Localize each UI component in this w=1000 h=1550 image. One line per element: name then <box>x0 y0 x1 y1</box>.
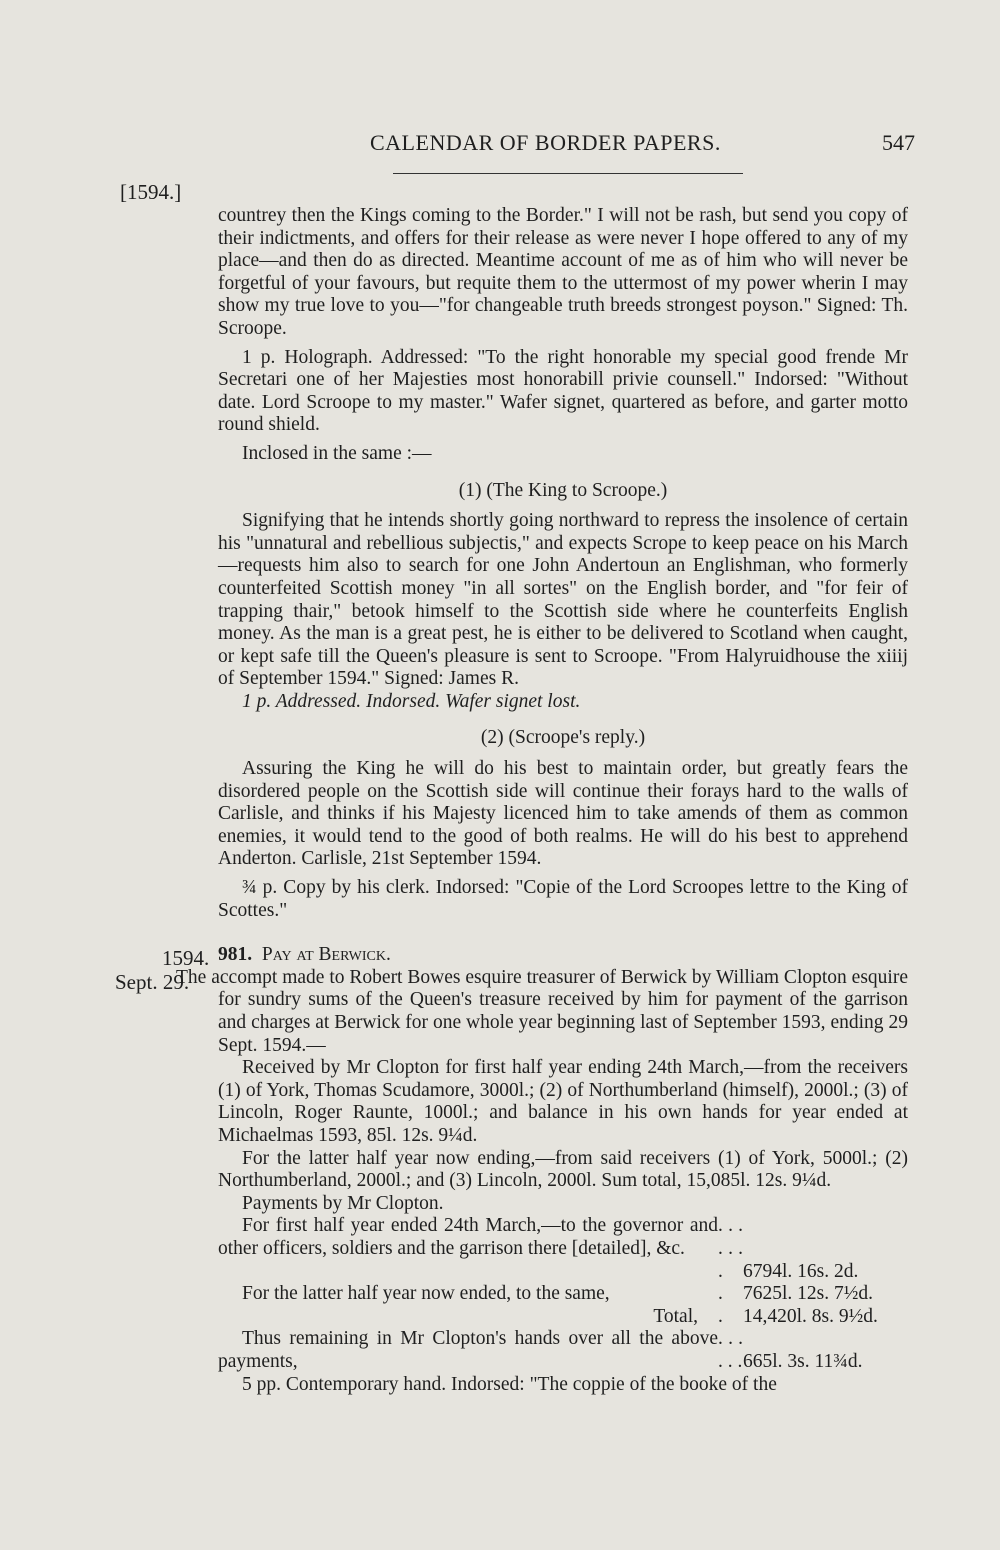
payment-dots: . <box>718 1283 723 1305</box>
entry-number: 981. <box>218 944 253 966</box>
page-number: 547 <box>882 130 915 155</box>
payment-dots: . <box>718 1305 723 1327</box>
header-rule <box>393 173 743 174</box>
received-first-half: Received by Mr Clopton for first half year ending 24th March,—from the receivers (1) of York, Thomas Scudamore, 3000l.; (2) of Northumberland (himself), 2000l.; (3) of Lincoln, Roger Raunte, 1000l.; and balance in his own hands for year ended at Michaelmas 1593, 85l. 12s. 9¼d. <box>218 1057 908 1146</box>
entry-981 <box>218 944 908 967</box>
letter-paragraph: countrey then the Kings coming to the Border." I will not be rash, but send you copy of their indictments, and offers for their release as were never I hope offered to any of my place—and then do as directed. Meantime account of me as of him who will never be forgetful of your favours, but requite them to the uttermost of my power wherin I may show my true love to you—"for changeable truth breeds strongest poyson." Signed: Th. Scroope. <box>218 205 908 339</box>
payment-row <box>218 1328 908 1373</box>
payment-amount: 7625l. 12s. 7½d. <box>743 1283 874 1305</box>
letter-description: 1 p. Holograph. Addressed: "To the right honorable my special good frende Mr Secretari one of her Majesties most honorabill privie counsell." Indorsed: "Without date. Lord Scroope to my master." Wafer signet, quartered as before, and garter motto round shield. <box>218 346 908 436</box>
margin-entry-year: 1594. <box>162 946 210 970</box>
payment-row <box>218 1215 908 1283</box>
enclosure-2-note: ¾ p. Copy by his clerk. Indorsed: "Copie of the Lord Scroopes lettre to the King of Scottes." <box>218 877 908 921</box>
enclosure-1-note: 1 p. Addressed. Indorsed. Wafer signet lost. <box>242 690 581 712</box>
payment-row <box>218 1306 908 1329</box>
payments-table <box>218 1215 908 1373</box>
main-text <box>176 205 908 1396</box>
payment-dots: . . . . . . <box>718 1328 743 1372</box>
enclosed-line: Inclosed in the same :— <box>242 442 432 464</box>
margin-year-bracket: [1594.] <box>120 180 182 204</box>
enclosure-2-text: Assuring the King he will do his best to maintain order, but greatly fears the disordered people on the Scottish side will continue their forays hard to the walls of Carlisle, and thinks if his Majesty licenced him to take amends of them as common enemies, it would tend to the good of both realms. He will do his best to apprehend Anderton. Carlisle, 21st September 1594. <box>218 758 908 870</box>
payment-desc: Thus remaining in Mr Clopton's hands over all the above payments, <box>218 1328 718 1372</box>
payment-amount: 6794l. 16s. 2d. <box>743 1260 859 1282</box>
payment-desc: For first half year ended 24th March,—to the governor and other officers, soldiers and the garrison there [detailed], &c. <box>218 1215 718 1259</box>
enclosure-2-heading: (2) (Scroope's reply.) <box>480 727 646 749</box>
margin-entry-date: Sept. 29. <box>115 970 190 994</box>
payment-row <box>218 1283 908 1306</box>
payments-heading: Payments by Mr Clopton. <box>242 1192 444 1214</box>
enclosure-1-heading: (1) (The King to Scroope.) <box>458 479 668 501</box>
payment-dots: . . . . . . . <box>718 1215 743 1282</box>
entry-heading: Pay at Berwick. <box>261 944 391 966</box>
final-note: 5 pp. Contemporary hand. Indorsed: "The coppie of the booke of the <box>242 1373 777 1395</box>
header-title: CALENDAR OF BORDER PAPERS. <box>370 130 721 155</box>
received-second-half: For the latter half year now ending,—from said receivers (1) of York, 5000l.; (2) Northumberland, 2000l.; and (3) Lincoln, 2000l. Sum total, 15,085l. 12s. 9¼d. <box>218 1147 908 1192</box>
payment-desc: For the latter half year now ended, to the same, <box>242 1283 610 1305</box>
running-header <box>370 130 930 160</box>
payment-amount: 14,420l. 8s. 9½d. <box>743 1305 878 1327</box>
enclosure-1-text: Signifying that he intends shortly going northward to repress the insolence of certain his "unnatural and rebellious subjectis," and expects Scrope to keep peace on his March—requests him also to search for one John Andertoun an Englishman, who formerly counterfeited Scottish money "in all sortes" on the English border, and "for feir of trapping thair," betook himself to the Scottish side where he counterfeits English money. As the man is a great pest, he is either to be delivered to Scotland when caught, or kept safe till the Queen's pleasure is sent to Scroope. "From Halyruidhouse the xiiij of September 1594." Signed: James R. <box>218 510 908 690</box>
payment-desc: Total, <box>653 1305 698 1327</box>
payment-amount: 665l. 3s. 11¾d. <box>743 1350 863 1372</box>
accompt-paragraph: The accompt made to Robert Bowes esquire treasurer of Berwick by William Clopton esquire for sundry sums of the Queen's treasure received by him for payment of the garrison and charges at Berwick for one whole year beginning last of September 1593, ending 29 Sept. 1594.— <box>176 966 908 1056</box>
